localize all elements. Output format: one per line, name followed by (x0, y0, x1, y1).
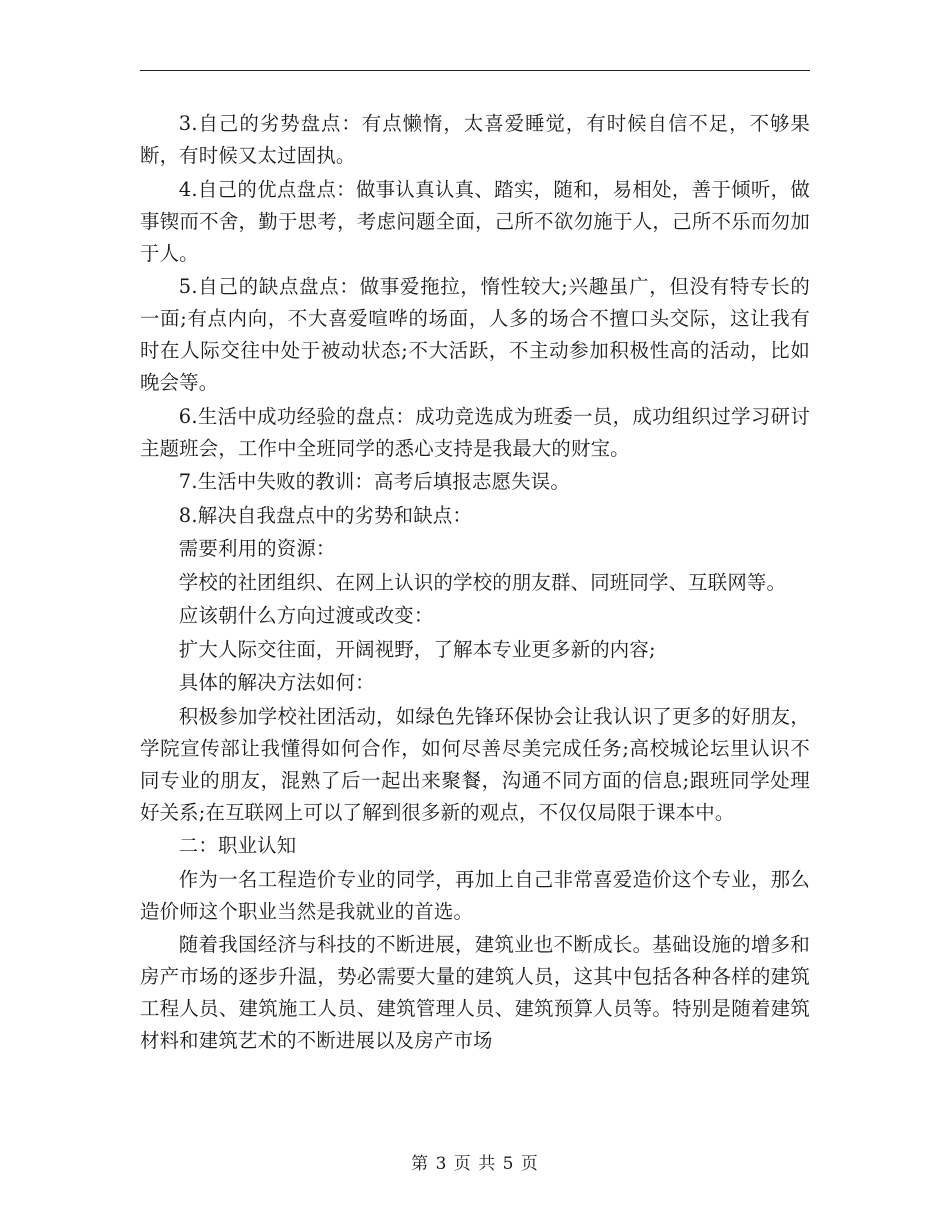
paragraph-resources: 学校的社团组织、在网上认识的学校的朋友群、同班同学、互联网等。 (178, 570, 787, 594)
paragraph-success-experience: 6.生活中成功经验的盘点：成功竞选成为班委一员，成功组织过学习研讨主题班会，工作中全班同学的悉心支持是我最大的财宝。 (140, 404, 810, 460)
paragraph-direction-heading: 应该朝什么方向过渡或改变： (178, 604, 434, 627)
paragraph-shortcomings: 5.自己的缺点盘点：做事爱拖拉，惰性较大;兴趣虽广，但没有特专长的一面;有点内向，不大喜爱喧哗的场面，人多的场合不擅口头交际，这让我有时在人际交往中处于被动状态;不大活跃，不主动参加积极性高的活动，比如晚会等。 (140, 275, 810, 394)
page-number: 第 3 页 共 5 页 (411, 1154, 539, 1174)
paragraph-strengths: 4.自己的优点盘点：做事认真认真、踏实，随和，易相处，善于倾听，做事锲而不舍，勤于思考，考虑问题全面，己所不欲勿施于人，己所不乐而勿加于人。 (140, 177, 810, 265)
paragraph-method-heading: 具体的解决方法如何： (178, 671, 375, 694)
header-rule (140, 70, 810, 71)
paragraph-weakness: 3.自己的劣势盘点：有点懒惰，太喜爱睡觉，有时候自信不足，不够果断，有时候又太过固执。 (140, 112, 810, 167)
paragraph-failure-lesson: 7.生活中失败的教训：高考后填报志愿失误。 (178, 470, 570, 493)
paragraph-industry-outlook: 随着我国经济与科技的不断进展，建筑业也不断成长。基础设施的增多和房产市场的逐步升温，势必需要大量的建筑人员，这其中包括各种各样的建筑工程人员、建筑施工人员、建筑管理人员、建筑预算人员等。特别是随着建筑材料和建筑艺术的不断进展以及房产市场 (140, 933, 810, 1052)
paragraph-career-choice: 作为一名工程造价专业的同学，再加上自己非常喜爱造价这个专业，那么造价师这个职业当然是我就业的首选。 (140, 867, 810, 923)
paragraph-direction: 扩大人际交往面，开阔视野，了解本专业更多新的内容; (178, 637, 656, 661)
paragraph-solve-weakness: 8.解决自我盘点中的劣势和缺点： (178, 503, 472, 527)
section-heading-career-cognition: 二：职业认知 (178, 834, 297, 857)
paragraph-resources-heading: 需要利用的资源： (178, 537, 336, 560)
paragraph-method: 积极参加学校社团活动，如绿色先锋环保协会让我认识了更多的好朋友，学院宣传部让我懂得如何合作，如何尽善尽美完成任务;高校城论坛里认识不同专业的朋友，混熟了后一起出来聚餐，沟通不同方面的信息;跟班同学处理好关系;在互联网上可以了解到很多新的观点，不仅仅局限于课本中。 (140, 704, 810, 824)
document-body (140, 108, 810, 1059)
